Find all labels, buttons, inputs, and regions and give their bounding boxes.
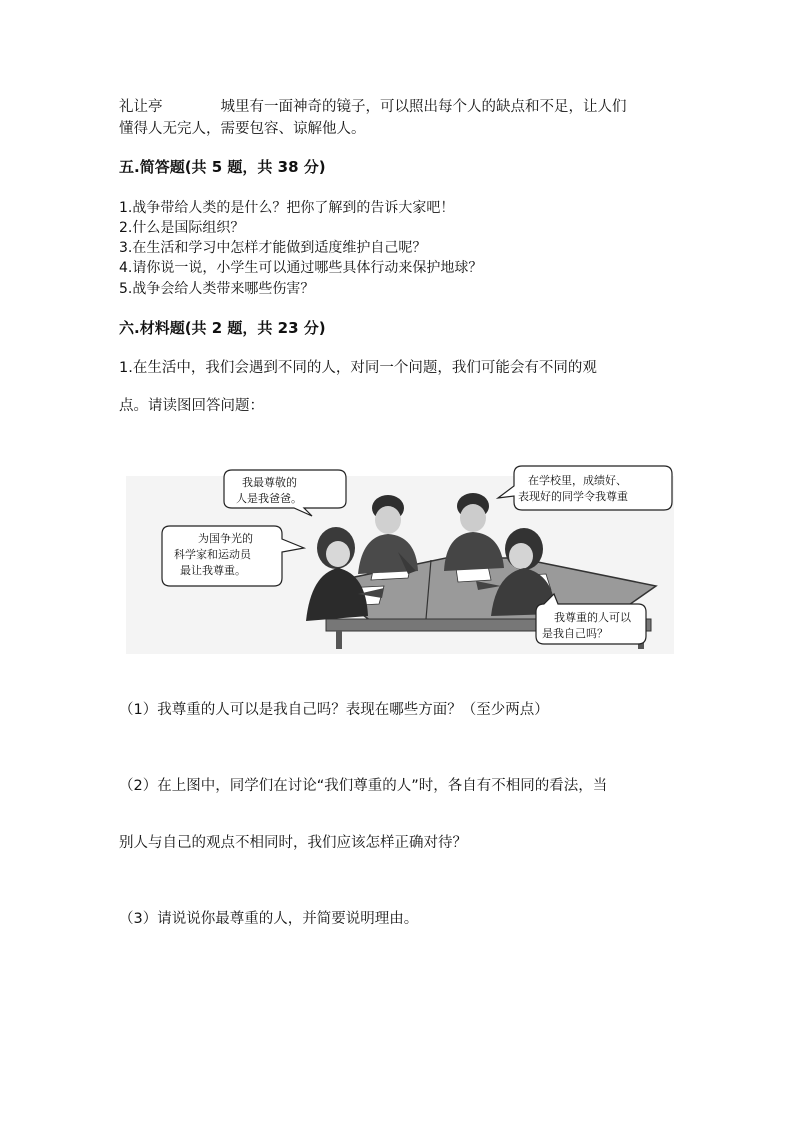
bubble-bottom-right-line-1: 我尊重的人可以 — [554, 611, 631, 624]
bubble-top-right-line-2: 表现好的同学令我尊重 — [518, 490, 628, 503]
intro-line-2: 懂得人无完人，需要包容、谅解他人。 — [119, 121, 366, 137]
speech-bubble-top-right — [498, 466, 672, 510]
sub-question-2-line-1: （2）在上图中，同学们在讨论“我们尊重的人”时，各自有不相同的看法，当 — [119, 778, 608, 794]
bubble-top-right-line-1: 在学校里，成绩好、 — [528, 474, 627, 487]
section5-heading: 五.简答题(共 5 题，共 38 分) — [119, 158, 326, 176]
discussion-illustration — [126, 456, 674, 656]
section5-question-4: 4.请你说一说，小学生可以通过哪些具体行动来保护地球？ — [119, 260, 483, 276]
bubble-left-line-3: 最让我尊重。 — [180, 564, 246, 577]
material-line-2: 点。请读图回答问题： — [119, 398, 264, 414]
sub-question-3: （3）请说说你最尊重的人，并简要说明理由。 — [119, 911, 419, 927]
bubble-top-left-line-1: 我最尊敬的 — [242, 476, 297, 489]
bubble-top-left-line-2: 人是我爸爸。 — [236, 492, 302, 505]
sub-question-2-line-2: 别人与自己的观点不相同时，我们应该怎样正确对待？ — [119, 835, 467, 851]
bubble-left-line-1: 为国争光的 — [198, 532, 253, 545]
section6-heading: 六.材料题(共 2 题，共 23 分) — [119, 319, 326, 337]
sub-question-1: （1）我尊重的人可以是我自己吗？表现在哪些方面？（至少两点） — [119, 702, 549, 718]
section5-question-5: 5.战争会给人类带来哪些伤害？ — [119, 281, 315, 297]
intro-term: 礼让亭 — [119, 99, 163, 115]
intro-line-1-rest: 城里有一面神奇的镜子，可以照出每个人的缺点和不足，让人们 — [220, 99, 627, 115]
section5-question-2: 2.什么是国际组织？ — [119, 220, 245, 236]
bubble-left-line-2: 科学家和运动员 — [174, 548, 251, 561]
bubble-bottom-right-line-2: 是我自己吗？ — [542, 627, 608, 640]
material-line-1: 1.在生活中，我们会遇到不同的人，对同一个问题，我们可能会有不同的观 — [119, 360, 597, 376]
section5-question-1: 1.战争带给人类的是什么？把你了解到的告诉大家吧！ — [119, 200, 455, 216]
intro-line-1 — [119, 97, 627, 117]
section5-question-3: 3.在生活和学习中怎样才能做到适度维护自己呢？ — [119, 240, 427, 256]
